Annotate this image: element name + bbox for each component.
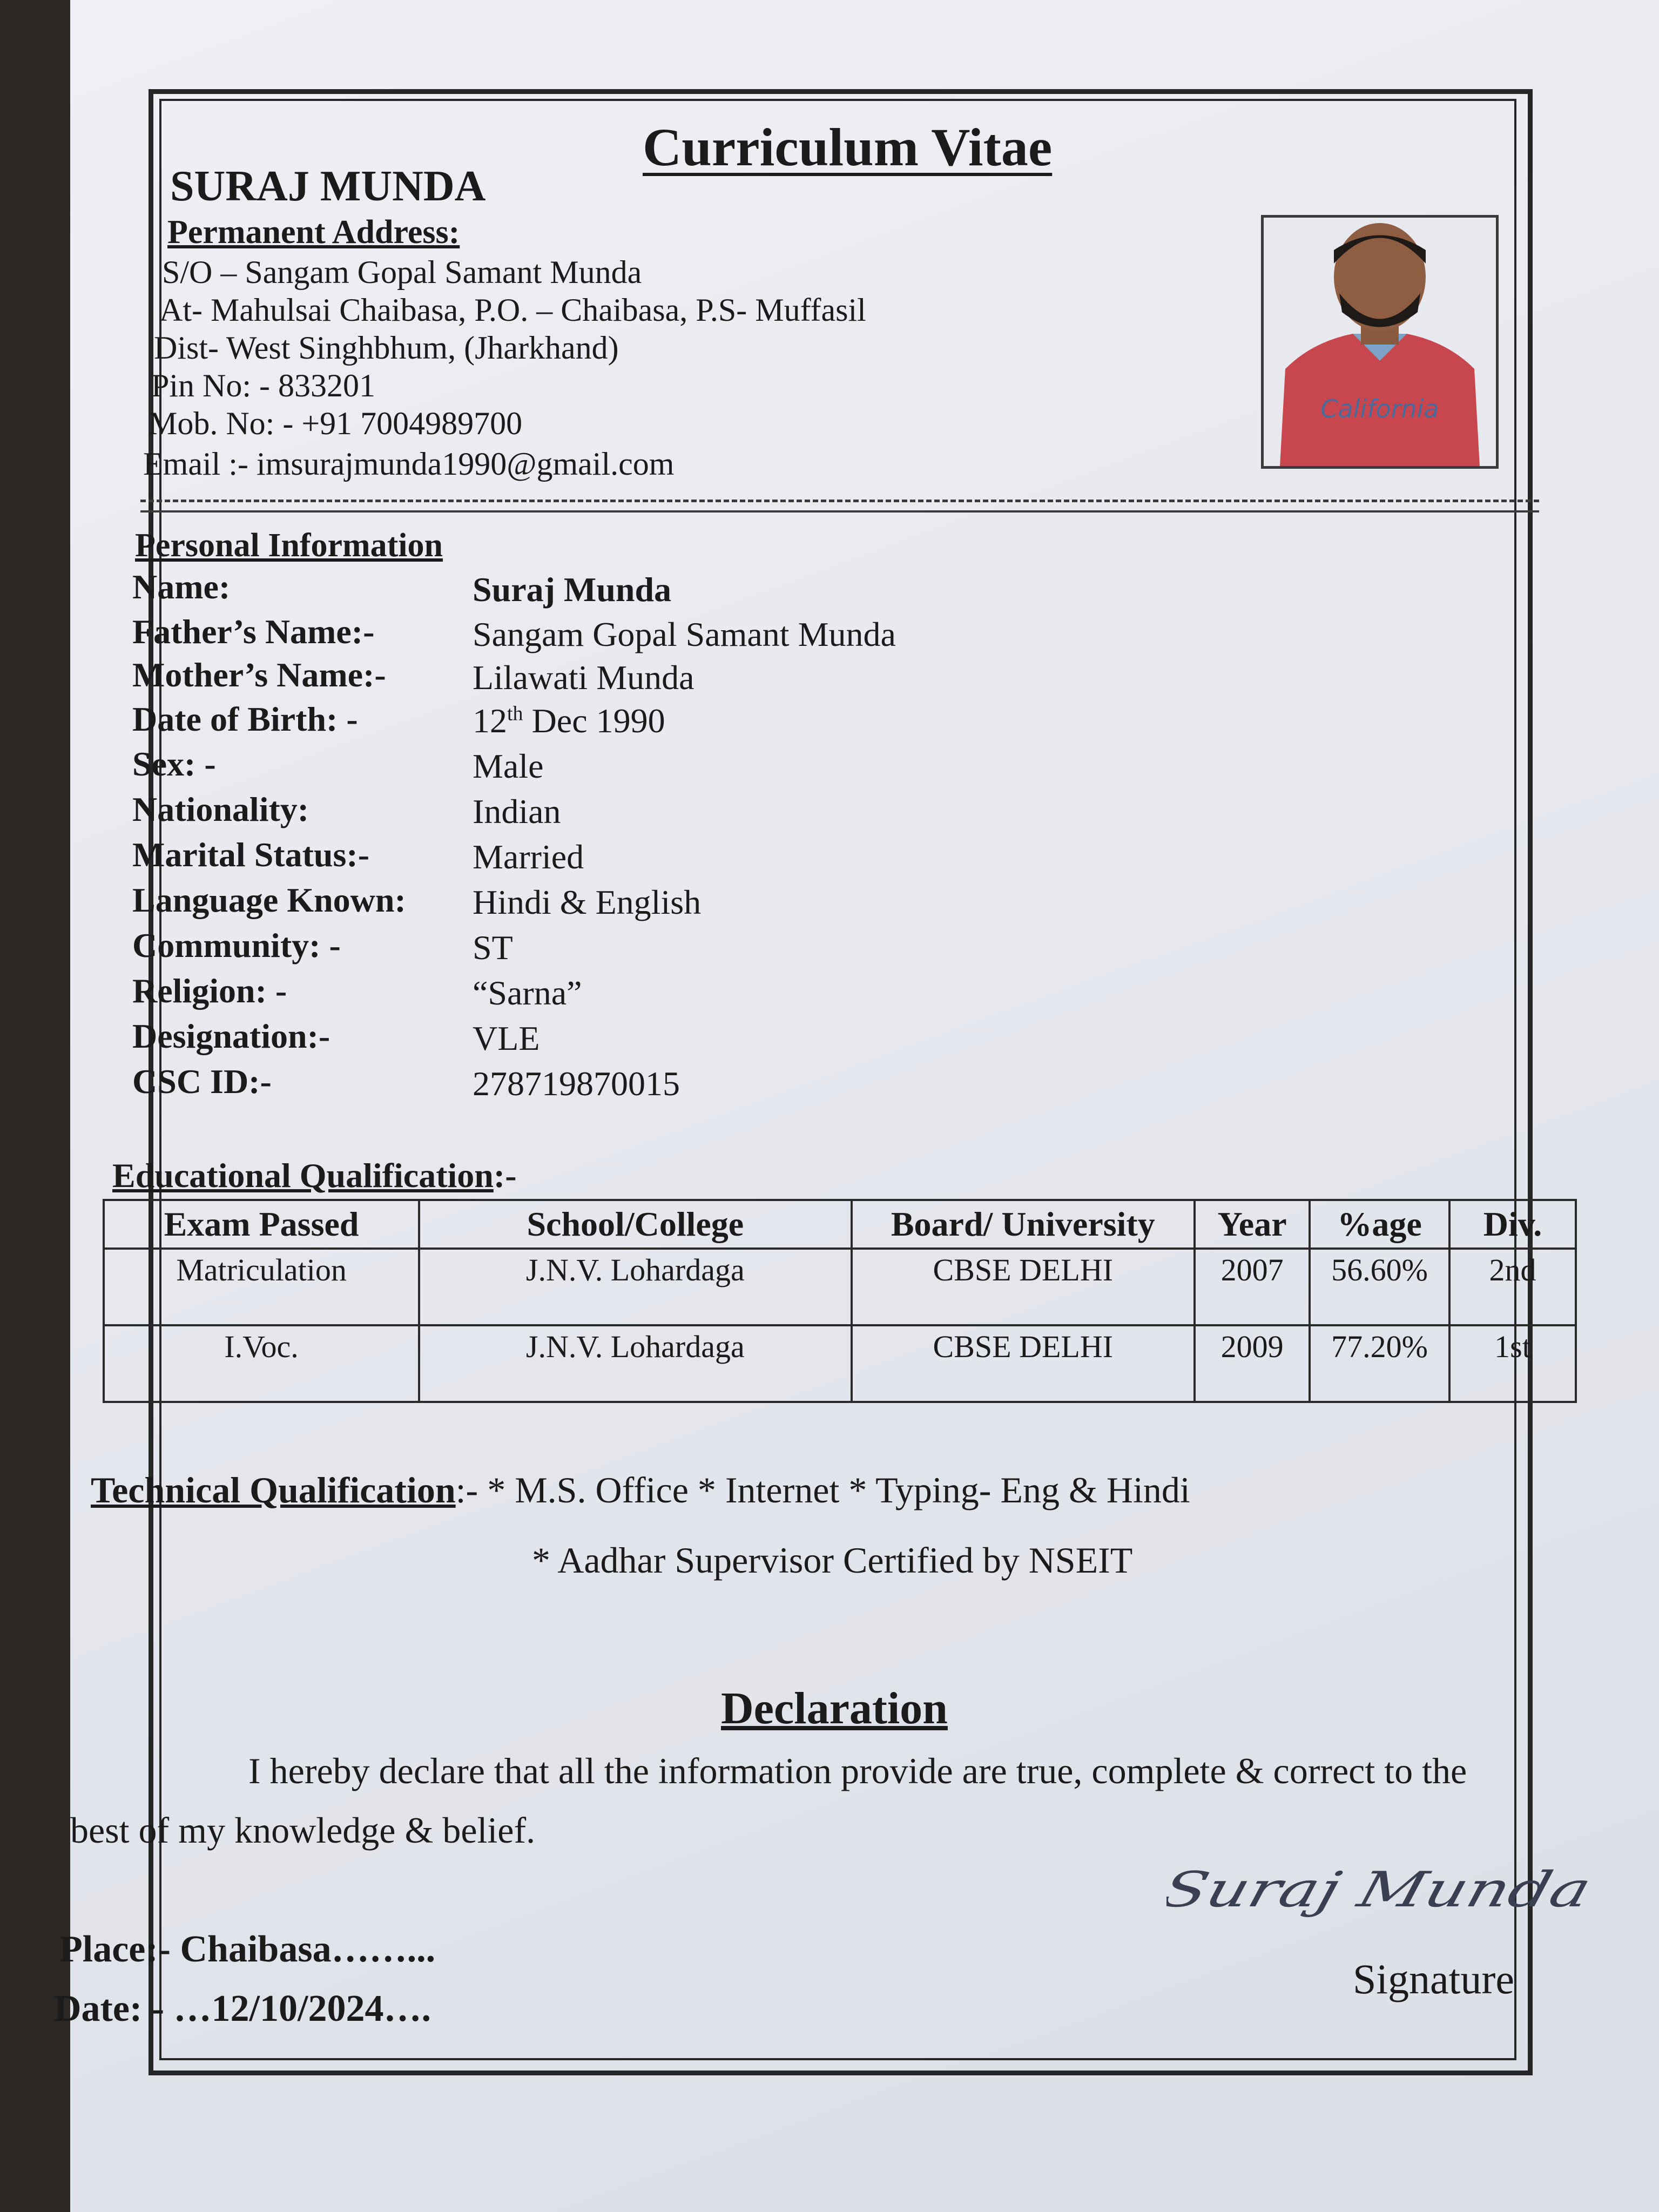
field-label-sex: Sex: -: [132, 745, 216, 783]
technical-heading: Technical Qualification: [91, 1469, 456, 1510]
address-line: Email :- imsurajmunda1990@gmail.com: [143, 446, 675, 482]
field-value-csc-id: 278719870015: [473, 1064, 680, 1103]
address-line: Pin No: - 833201: [151, 368, 376, 403]
field-label-religion: Religion: -: [132, 972, 287, 1010]
field-label-name: Name:: [132, 568, 231, 606]
table-row: [104, 1325, 1576, 1402]
field-value-mother: Lilawati Munda: [473, 658, 694, 697]
table-header-row: [104, 1200, 1576, 1249]
table-cell: 77.20%: [1310, 1325, 1449, 1402]
table-cell: I.Voc.: [104, 1325, 419, 1402]
technical-line: :- * M.S. Office * Internet * Typing- Eng & Hindi: [455, 1469, 1190, 1510]
svg-text:California: California: [1320, 394, 1439, 423]
address-heading: Permanent Address:: [167, 214, 460, 251]
signature-image: [1166, 1858, 1615, 1952]
field-label-designation: Designation:-: [132, 1017, 331, 1055]
place-field: Place:- Chaibasa……...: [59, 1928, 436, 1970]
table-cell: CBSE DELHI: [852, 1249, 1195, 1325]
field-value-community: ST: [473, 928, 513, 967]
declaration-text: I hereby declare that all the information provide are true, complete & correct to the: [248, 1750, 1467, 1791]
field-label-dob: Date of Birth: -: [132, 700, 358, 738]
separator-dashed: [140, 500, 1539, 502]
profile-photo: [1261, 215, 1499, 469]
table-cell: 2nd: [1449, 1249, 1576, 1325]
declaration-text: best of my knowledge & belief.: [70, 1810, 536, 1851]
table-cell: J.N.V. Lohardaga: [419, 1325, 851, 1402]
field-value-dob: 12th Dec 1990: [473, 702, 665, 740]
address-line: Mob. No: - +91 7004989700: [149, 406, 523, 441]
column-header: %age: [1310, 1200, 1449, 1249]
field-label-csc-id: CSC ID:-: [132, 1062, 272, 1101]
column-header: School/College: [419, 1200, 851, 1249]
separator-line: [140, 510, 1539, 512]
date-field: Date: - …12/10/2024….: [54, 1988, 431, 2029]
field-label-community: Community: -: [132, 926, 341, 965]
table-cell: J.N.V. Lohardaga: [419, 1249, 851, 1325]
field-label-mother: Mother’s Name:-: [132, 656, 386, 694]
personal-info-heading: Personal Information: [135, 527, 443, 564]
table-cell: 1st: [1449, 1325, 1576, 1402]
svg-text:Suraj Munda: Suraj Munda: [1166, 1862, 1597, 1918]
table-cell: 56.60%: [1310, 1249, 1449, 1325]
column-header: Board/ University: [852, 1200, 1195, 1249]
field-value-religion: “Sarna”: [473, 974, 582, 1012]
table-cell: 2007: [1195, 1249, 1310, 1325]
address-line: S/O – Sangam Gopal Samant Munda: [162, 254, 642, 290]
technical-line: * Aadhar Supervisor Certified by NSEIT: [532, 1540, 1133, 1581]
table-row: [104, 1249, 1576, 1325]
field-value-sex: Male: [473, 747, 544, 785]
field-label-marital: Marital Status:-: [132, 835, 370, 874]
column-header: Year: [1195, 1200, 1310, 1249]
document-title: Curriculum Vitae: [643, 117, 1053, 177]
field-value-marital: Married: [473, 838, 584, 876]
field-label-nationality: Nationality:: [132, 790, 309, 828]
field-label-father: Father’s Name:-: [132, 612, 375, 651]
table-cell: Matriculation: [104, 1249, 419, 1325]
table-cell: CBSE DELHI: [852, 1325, 1195, 1402]
table-cell: 2009: [1195, 1325, 1310, 1402]
declaration-heading: Declaration: [721, 1683, 948, 1734]
name-heading: SURAJ MUNDA: [170, 163, 486, 210]
field-value-father: Sangam Gopal Samant Munda: [473, 615, 896, 653]
education-table: [103, 1199, 1577, 1403]
field-value-language: Hindi & English: [473, 883, 702, 921]
signature-label: Signature: [1353, 1955, 1514, 2002]
address-line: Dist- West Singhbhum, (Jharkhand): [154, 330, 619, 366]
column-header: Div.: [1449, 1200, 1576, 1249]
field-label-language: Language Known:: [132, 881, 406, 919]
education-heading: Educational Qualification:-: [112, 1156, 517, 1195]
technical-qualification: [91, 1469, 1190, 1512]
field-value-name: Suraj Munda: [473, 570, 672, 609]
field-value-designation: VLE: [473, 1019, 540, 1057]
field-value-nationality: Indian: [473, 792, 561, 831]
address-line: At- Mahulsai Chaibasa, P.O. – Chaibasa, P.S- Muffasil: [159, 292, 866, 328]
column-header: Exam Passed: [104, 1200, 419, 1249]
